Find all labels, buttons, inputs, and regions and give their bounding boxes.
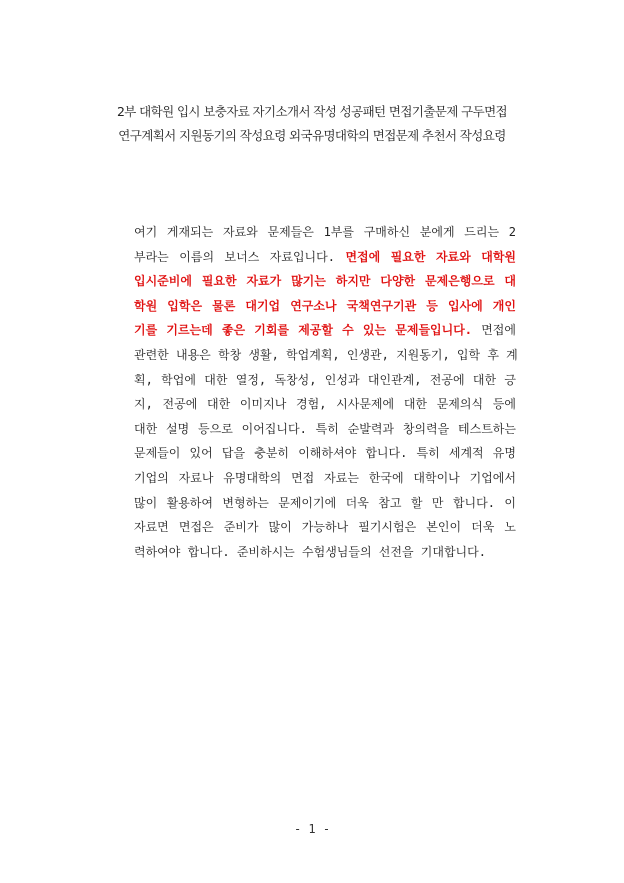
body-text-segment: 문제들이 있어 답을 충분히 이해하셔야 합니다. 특히 세계적 유명 xyxy=(134,446,516,461)
emphasis-text: 학원 입학은 물론 대기업 연구소나 국책연구기관 등 입사에 개인 xyxy=(134,298,516,313)
body-text-segment: 많이 활용하여 변형하는 문제이기에 더욱 참고 할 만 합니다. 이 xyxy=(134,495,516,510)
body-line xyxy=(134,466,516,491)
emphasis-text: 기를 기르는데 좋은 기회를 제공할 수 있는 문제들입니다. xyxy=(134,323,473,338)
body-line xyxy=(134,294,516,319)
body-text-segment: 자료면 면접은 준비가 많이 가능하나 필기시험은 본인이 더욱 노 xyxy=(134,520,516,535)
body-text-segment: 지, 전공에 대한 이미지나 경험, 시사문제에 대한 문제의식 등에 xyxy=(134,397,516,412)
body-line xyxy=(134,441,516,466)
body-text-segment: 부라는 이름의 보너스 자료입니다. xyxy=(134,249,346,264)
body-text-segment: 력하여야 합니다. 준비하시는 수험생님들의 선전을 기대합니다. xyxy=(134,544,486,559)
body-line xyxy=(134,343,516,368)
body-text-segment: 기업의 자료나 유명대학의 면접 자료는 한국에 대학이나 기업에서 xyxy=(134,470,516,485)
emphasis-text: 면접에 필요한 자료와 대학원 xyxy=(345,249,517,264)
header-line-1: 2부 대학원 입시 보충자료 자기소개서 작성 성공패턴 면접기출문제 구두면접 xyxy=(116,104,508,119)
body-text-segment: 대한 설명 등으로 이어집니다. 특히 순발력과 창의력을 테스트하는 xyxy=(134,421,516,436)
body-line xyxy=(134,269,516,294)
body-line xyxy=(134,368,516,393)
body-line xyxy=(134,392,516,417)
body-line xyxy=(134,417,516,442)
page-number: - 1 - xyxy=(293,822,331,836)
body-line xyxy=(134,318,516,343)
body-text-segment: 획, 학업에 대한 열정, 독창성, 인성과 대인관계, 전공에 대한 긍 xyxy=(134,372,516,387)
body-text-segment: 여기 게재되는 자료와 문제들은 1부를 구매하신 분에게 드리는 2 xyxy=(134,225,516,239)
body-text-segment: 면접에 xyxy=(472,323,516,338)
body-line xyxy=(134,540,516,565)
body-line xyxy=(134,220,516,245)
emphasis-text: 입시준비에 필요한 자료가 많기는 하지만 다양한 문제은행으로 대 xyxy=(134,274,516,289)
body-paragraph xyxy=(134,220,516,564)
body-line xyxy=(134,491,516,516)
header-line-2: 연구계획서 지원동기의 작성요령 외국유명대학의 면접문제 추천서 작성요령 xyxy=(118,128,506,143)
document-header xyxy=(0,100,624,148)
body-text-segment: 관련한 내용은 학창 생활, 학업계획, 인생관, 지원동기, 입학 후 계 xyxy=(134,347,518,362)
body-line xyxy=(134,245,516,270)
body-line xyxy=(134,515,516,540)
